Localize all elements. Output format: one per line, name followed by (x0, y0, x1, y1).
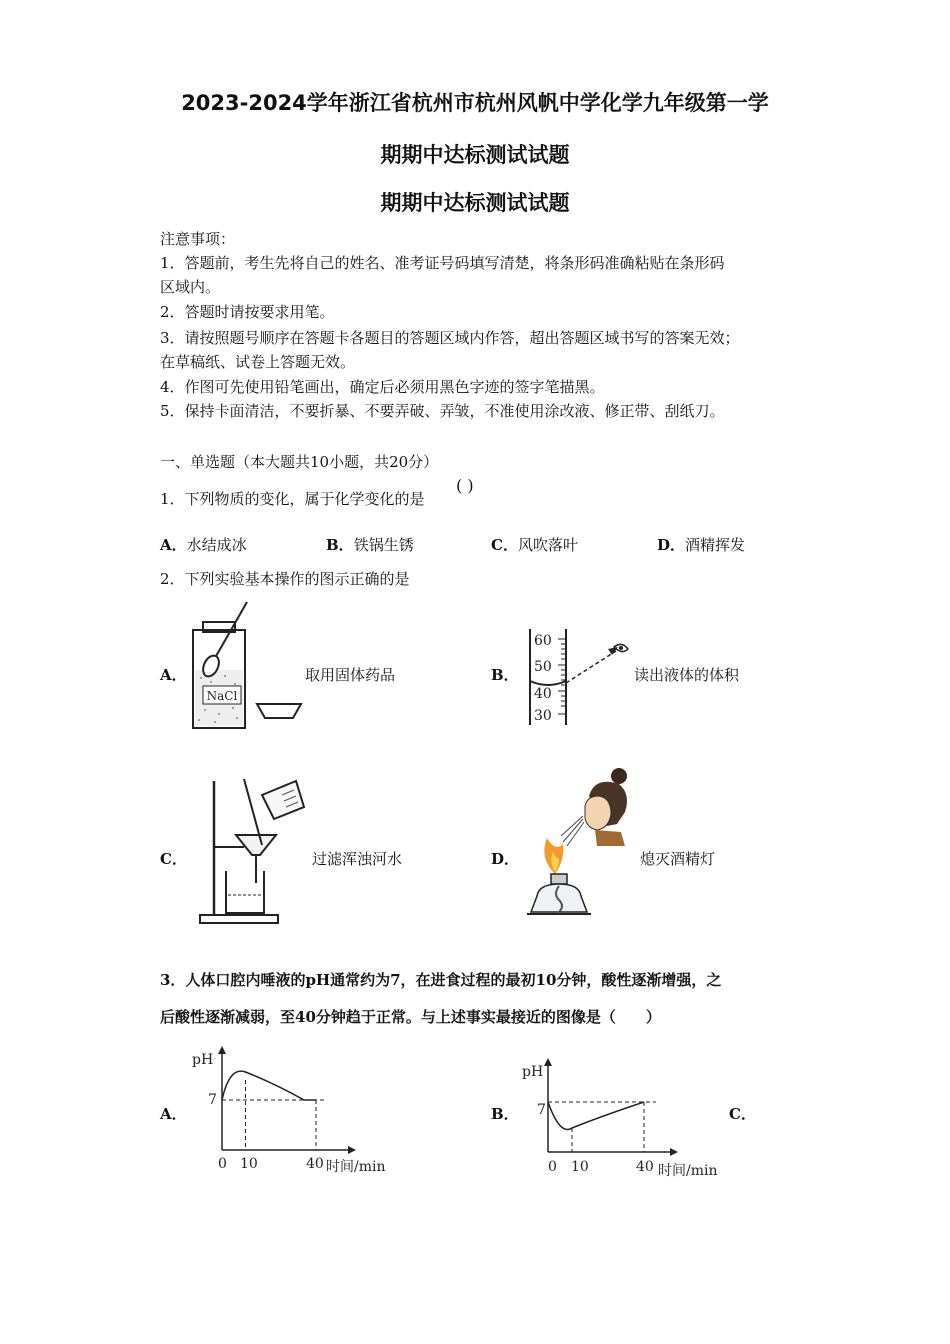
girl-shoulders (595, 830, 625, 846)
q2-option-a-caption: 取用固体药品 (305, 666, 396, 684)
ph-graph-a (190, 1042, 400, 1182)
notice-item: 4．作图可先使用铅笔画出，确定后必须用黑色字迹的签字笔描黑。 (160, 378, 605, 396)
q2-option-a-letter: A． (160, 666, 187, 684)
filtration-illustration (198, 775, 313, 930)
page-title-line1: 2023-2024学年浙江省杭州市杭州风帆中学化学九年级第一学 (181, 91, 769, 115)
x-tick-10: 10 (240, 1156, 258, 1172)
x-tick-10: 10 (571, 1159, 589, 1175)
y-axis-arrow (544, 1058, 552, 1066)
q1-option-a (160, 534, 247, 555)
option-letter: A． (160, 536, 187, 554)
cylinder-tick-label: 30 (534, 708, 552, 724)
notice-item: 区域内。 (160, 278, 221, 296)
bottle-label-text: NaCl (206, 689, 238, 703)
x-axis-label: 时间/min (658, 1163, 718, 1179)
q2-option-d-letter: D． (491, 850, 520, 868)
notice-item: 2．答题时请按要求用笔。 (160, 303, 335, 321)
graduated-cylinder-illustration (520, 625, 635, 730)
q3-option-c-letter: C． (729, 1105, 756, 1123)
breath-lines (561, 816, 584, 846)
q2-stem: 2．下列实验基本操作的图示正确的是 (160, 570, 410, 588)
evaporating-dish (257, 704, 301, 718)
q1-stem: 1．下列物质的变化，属于化学变化的是 (160, 490, 425, 508)
lamp-cap (551, 874, 567, 884)
ph-graph-b (520, 1052, 730, 1187)
girl-face (585, 796, 611, 830)
cylinder-tick-label: 40 (534, 686, 552, 702)
sight-line (566, 651, 616, 683)
lamp-body (531, 884, 587, 912)
y-tick-7: 7 (537, 1102, 546, 1118)
q1-option-c (491, 534, 578, 555)
q2-option-c-letter: C． (160, 850, 187, 868)
q2-option-c-caption: 过滤浑浊河水 (312, 850, 403, 868)
receiving-beaker (226, 871, 264, 913)
sight-arrow-head (608, 647, 618, 655)
notice-item: 3．请按照题号顺序在答题卡各题目的答题区域内作答，超出答题区域书写的答案无效； (160, 329, 740, 347)
reagent-bottle-illustration (185, 600, 315, 735)
page-title-line3: 期期中达标测试试题 (380, 191, 570, 215)
stand-base (200, 915, 278, 923)
q1-option-d (657, 534, 745, 555)
blowing-out-lamp-illustration (525, 762, 640, 932)
q3-stem-line2: 后酸性逐渐减弱，至40分钟趋于正常。与上述事实最接近的图像是（ ） (160, 1008, 661, 1026)
option-letter: C． (491, 536, 518, 554)
ph-curve (548, 1102, 644, 1130)
y-axis-label: pH (522, 1064, 544, 1080)
ph-curve (222, 1071, 316, 1100)
hair-bun (611, 768, 627, 784)
x-axis-label: 时间/min (326, 1159, 386, 1175)
y-axis-label: pH (192, 1052, 214, 1068)
x-tick-40: 40 (306, 1156, 324, 1172)
x-axis-arrow (670, 1148, 678, 1156)
page-title-line2: 期期中达标测试试题 (380, 143, 570, 167)
q3-option-a-letter: A． (160, 1105, 187, 1123)
q3-stem-line1: 3．人体口腔内唾液的pH通常约为7，在进食过程的最初10分钟，酸性逐渐增强，之 (160, 971, 722, 989)
section-heading: 一、单选题（本大题共10小题，共20分） (160, 453, 439, 471)
x-tick-0: 0 (218, 1156, 227, 1172)
x-tick-40: 40 (636, 1159, 654, 1175)
y-tick-7: 7 (208, 1092, 217, 1108)
q2-option-b-caption: 读出液体的体积 (634, 666, 740, 684)
notice-item: 5．保持卡面清洁，不要折暴、不要弄破、弄皱，不准使用涂改液、修正带、刮纸刀。 (160, 402, 725, 420)
cylinder-tick-label: 60 (534, 633, 552, 649)
q2-option-d-caption: 熄灭酒精灯 (640, 850, 716, 868)
notice-heading: 注意事项： (160, 230, 236, 248)
notice-item: 1．答题前，考生先将自己的姓名、准考证号码填写清楚，将条形码准确粘贴在条形码 (160, 254, 725, 272)
option-text: 铁锅生锈 (353, 536, 414, 554)
cylinder-ticks (558, 639, 566, 714)
notice-item: 在草稿纸、试卷上答题无效。 (160, 353, 356, 371)
cylinder-tick-label: 50 (534, 659, 552, 675)
option-text: 水结成冰 (186, 536, 247, 554)
q3-option-b-letter: B． (491, 1105, 519, 1123)
option-text: 酒精挥发 (685, 536, 746, 554)
eye-pupil (619, 646, 623, 650)
q1-answer-paren: ( ) (456, 476, 474, 495)
q1-option-b (326, 534, 414, 555)
option-letter: D． (657, 536, 686, 554)
x-tick-0: 0 (548, 1159, 557, 1175)
x-axis-arrow (348, 1146, 356, 1154)
pouring-beaker (262, 781, 304, 819)
liquid-meniscus (530, 681, 566, 685)
y-axis-arrow (218, 1046, 226, 1054)
funnel (236, 835, 276, 855)
option-letter: B． (326, 536, 354, 554)
option-text: 风吹落叶 (517, 536, 578, 554)
q2-option-b-letter: B． (491, 666, 519, 684)
